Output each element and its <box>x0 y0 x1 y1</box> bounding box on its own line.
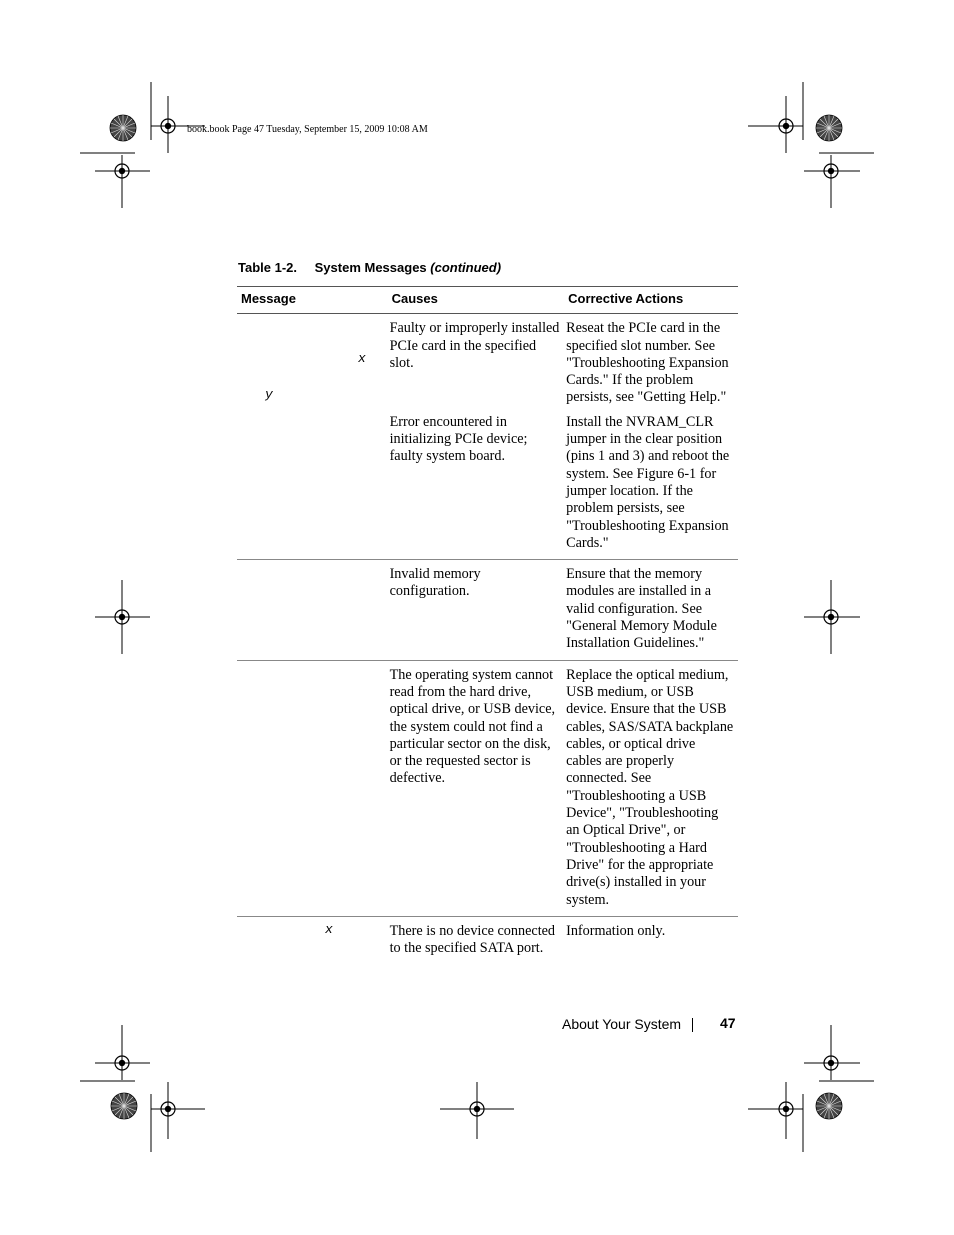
table-row <box>237 660 738 916</box>
page-number: 47 <box>720 1015 736 1031</box>
table-row <box>237 916 738 964</box>
message-var-x: x <box>325 921 333 937</box>
system-messages-table <box>237 286 738 964</box>
table-title: System Messages <box>314 260 427 275</box>
table-row <box>237 560 738 660</box>
action-cell: Ensure that the memory modules are installed in a valid configuration. See "General Memory Module Installation Guidelines." <box>564 560 738 660</box>
action-cell: Install the NVRAM_CLR jumper in the clear position (pins 1 and 3) and reboot the system. See Figure 6-1 for jumper location. If the problem persists, see "Troubleshooting Expansion Cards." <box>564 414 738 560</box>
col-header-causes: Causes <box>388 287 565 314</box>
message-cell <box>237 916 388 964</box>
action-cell: Replace the optical medium, USB medium, or USB device. Ensure that the USB cables, SAS/SATA backplane cables, or optical drive cables are properly connected. See "Troubleshooting a USB Device", "Troubleshooting an Optical Drive", or "Troubleshooting a Hard Drive" for the appropriate drive(s) installed in your system. <box>564 660 738 916</box>
cause-cell: Invalid memory configuration. <box>388 560 565 660</box>
action-cell: Information only. <box>566 922 666 939</box>
action-cell: Reseat the PCIe card in the specified slot number. See "Troubleshooting Expansion Cards." If the problem persists, see "Getting Help." <box>566 320 729 406</box>
cause-cell: Error encountered in initializing PCIe device; faulty system board. <box>388 414 565 560</box>
message-cell <box>237 314 388 560</box>
cause-cell: The operating system cannot read from the hard drive, optical drive, or USB device, the system could not find a particular sector on the disk, or the requested sector is defective. <box>388 660 565 916</box>
cause-cell: There is no device connected to the specified SATA port. <box>389 922 556 957</box>
cause-cell: Faulty or improperly installed PCIe card in the specified slot. <box>389 320 560 371</box>
table-continued: (continued) <box>430 260 502 275</box>
table-label: Table 1-2. <box>238 260 298 275</box>
table-row <box>237 314 738 414</box>
message-cell <box>237 560 388 660</box>
message-var-y: y <box>265 387 273 403</box>
table-caption <box>238 260 501 275</box>
col-header-message: Message <box>237 287 388 314</box>
footer-divider <box>692 1018 693 1032</box>
print-stamp: book.book Page 47 Tuesday, September 15, 2009 10:08 AM <box>187 124 428 135</box>
footer-section-title: About Your System <box>562 1016 682 1032</box>
message-var-x: x <box>358 351 366 367</box>
col-header-actions: Corrective Actions <box>564 287 738 314</box>
table-header-row <box>237 287 738 314</box>
message-cell <box>237 660 388 916</box>
